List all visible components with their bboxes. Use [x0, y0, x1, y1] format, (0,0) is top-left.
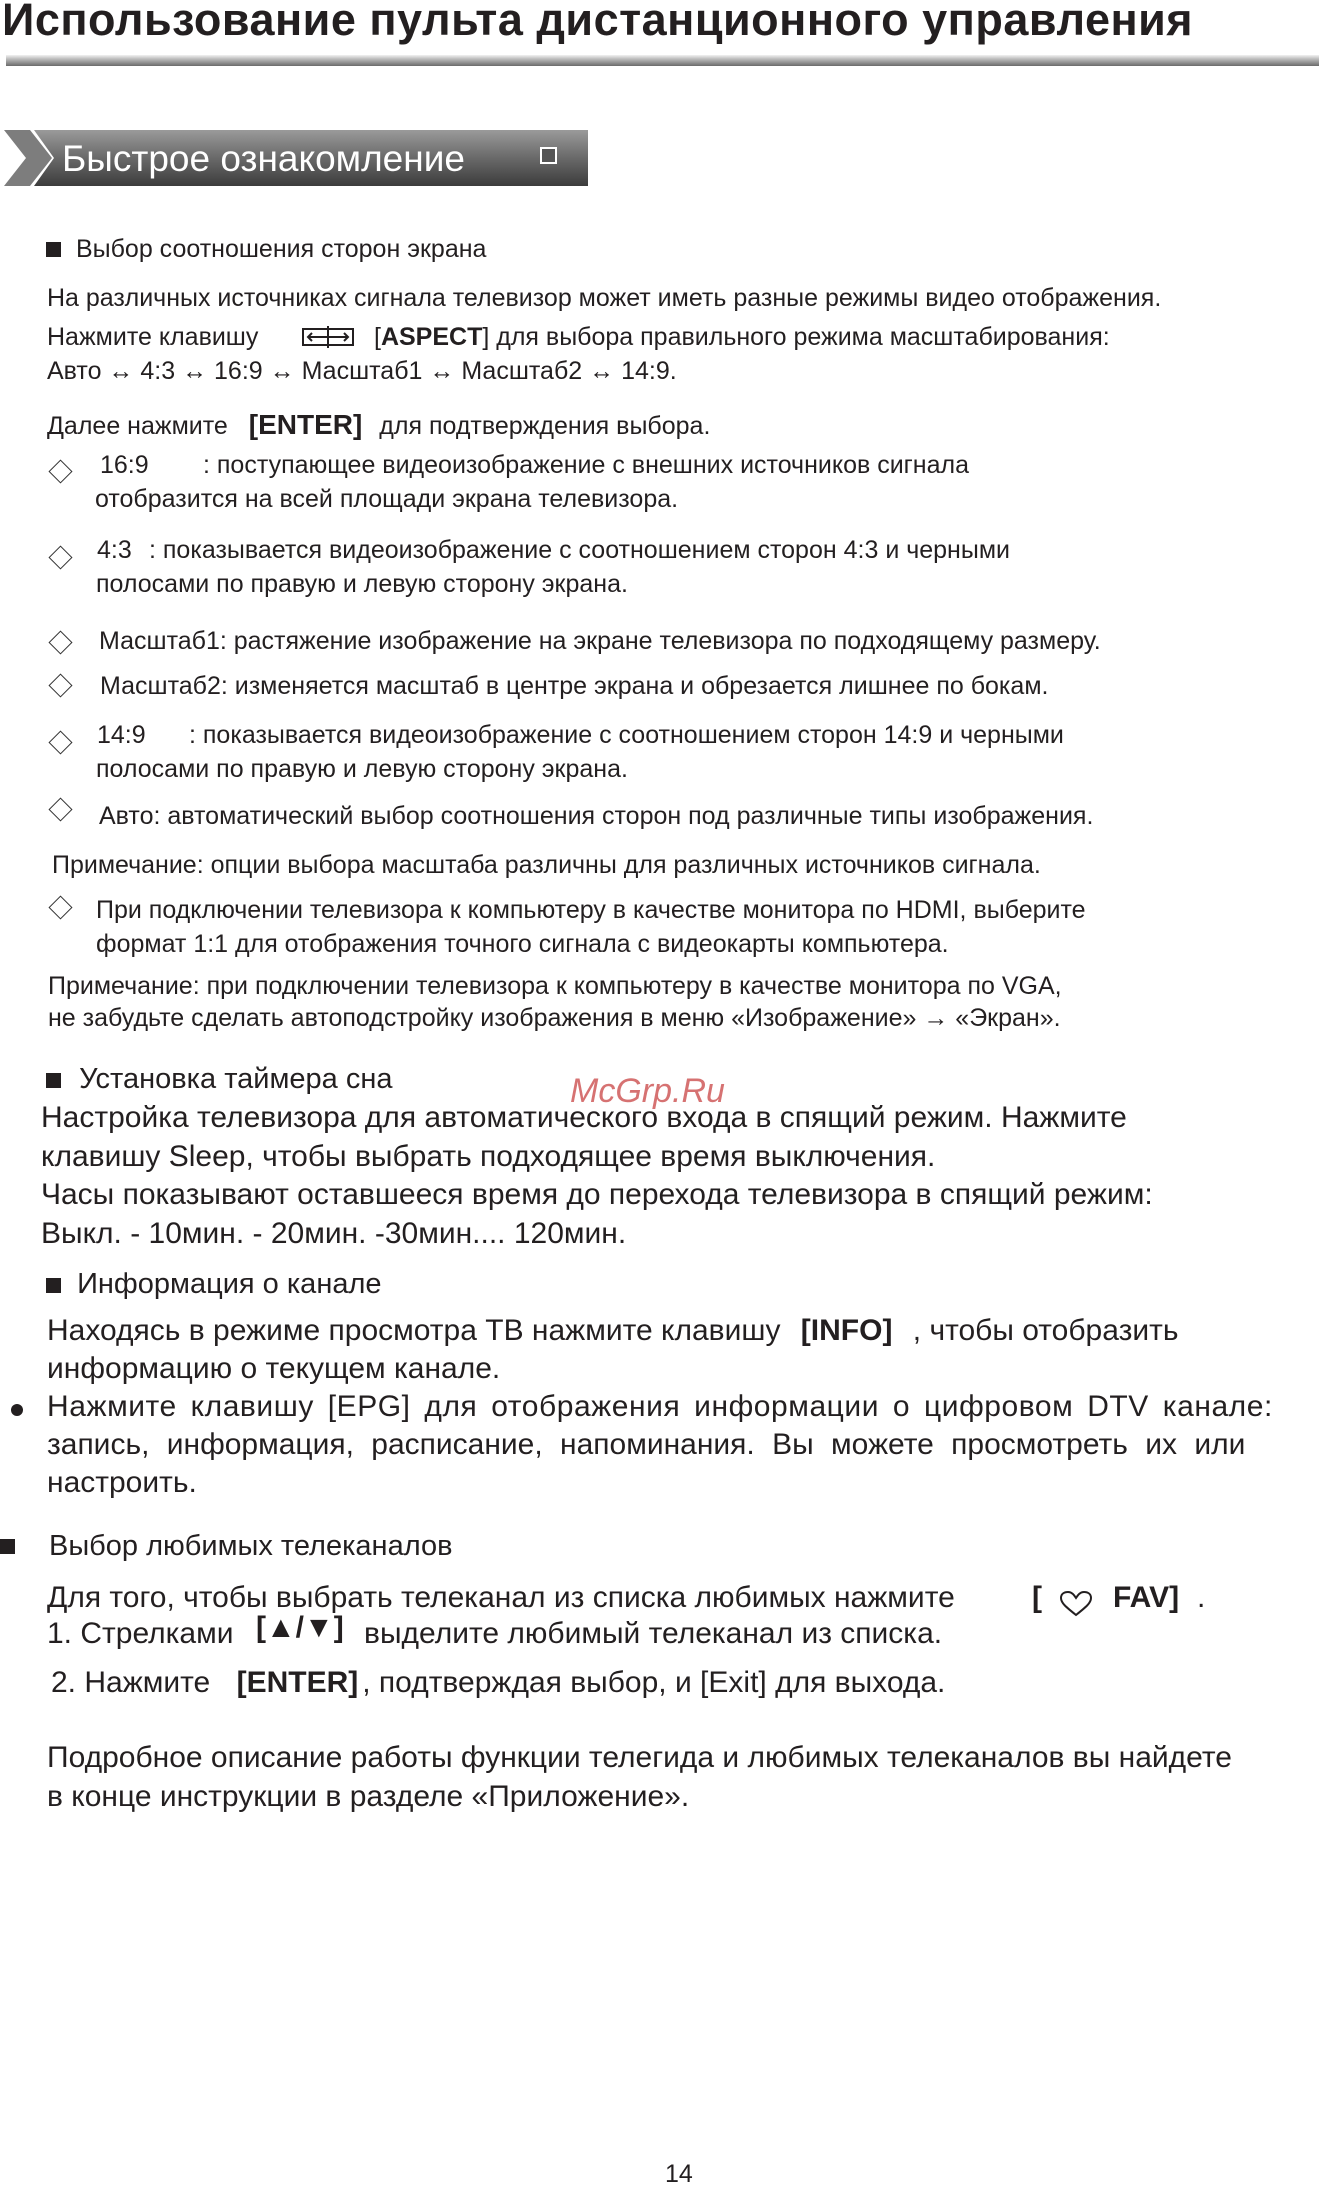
fav-line-1 [47, 1581, 955, 1615]
fav-line-1-prefix: Для того, чтобы выбрать телеканал из списка любимых нажмите [47, 1581, 955, 1614]
aspect-note-2-line-2: не забудьте сделать автоподстройку изображения в меню «Изображение» → «Экран». [48, 1004, 1061, 1032]
option-169-label: 16:9 [100, 451, 149, 479]
aspect-sequence: Авто ↔ 4:3 ↔ 16:9 ↔ Масштаб1 ↔ Масштаб2 ↔ 14:9. [47, 357, 677, 385]
aspect-heading [46, 235, 486, 264]
diamond-bullet-icon [48, 459, 72, 483]
enter-key-label: [ENTER] [236, 1666, 359, 1699]
section-banner-title: Быстрое ознакомление [62, 138, 465, 179]
heart-icon [1058, 1590, 1094, 1618]
diamond-bullet-icon [48, 895, 72, 919]
fav-heading: Выбор любимых телеканалов [49, 1530, 453, 1562]
page-title: Использование пульта дистанционного управления [2, 0, 1194, 45]
aspect-intro: На различных источниках сигнала телевизор может иметь разные режимы видео отображения. [47, 284, 1162, 312]
aspect-press-prefix: Нажмите клавишу [47, 323, 259, 351]
aspect-press-line [47, 323, 258, 352]
option-149-text-2: полосами по правую и левую сторону экрана. [96, 755, 628, 783]
sleep-heading-text: Установка таймера сна [79, 1063, 393, 1095]
aspect-key-icon [302, 326, 354, 348]
diamond-bullet-icon [48, 730, 72, 754]
hdmi-text-2: формат 1:1 для отображения точного сигнала с видеокарты компьютера. [96, 930, 949, 958]
epg-line-3: настроить. [47, 1466, 197, 1499]
aspect-bracket: [ [374, 323, 381, 351]
aspect-press-key-line [374, 323, 1110, 352]
sleep-heading [46, 1063, 393, 1096]
enter-key-label: [ENTER] [248, 409, 363, 440]
aspect-heading-text: Выбор соотношения сторон экрана [75, 235, 487, 263]
arrows-key-label: [▲/▼] [256, 1611, 344, 1644]
diamond-bullet-icon [48, 630, 72, 654]
fav-more-line-1: Подробное описание работы функции телегида и любимых телеканалов вы найдете [47, 1741, 1232, 1774]
fav-step-1-prefix: 1. Стрелками [47, 1617, 234, 1650]
epg-line-1: Нажмите клавишу [EPG] для отображения информации о цифровом DTV канале: [47, 1390, 1273, 1423]
aspect-press-suffix: ] для выбора правильного режима масштабирования: [482, 323, 1110, 351]
sleep-line-2: клавишу Sleep, чтобы выбрать подходящее время выключения. [41, 1140, 936, 1173]
aspect-key-label: ASPECT [380, 323, 483, 351]
fav-step-2-prefix: 2. Нажмите [51, 1666, 211, 1699]
option-149-label: 14:9 [97, 721, 146, 749]
round-bullet-icon [11, 1404, 23, 1416]
sleep-line-1: Настройка телевизора для автоматического входа в спящий режим. Нажмите [41, 1101, 1127, 1134]
info-heading [46, 1268, 382, 1301]
option-169-text-2: отобразится на всей площади экрана телевизора. [95, 485, 679, 513]
fav-bracket: [ [1032, 1581, 1042, 1614]
square-bullet-icon [46, 242, 61, 257]
aspect-note-1: Примечание: опции выбора масштаба различны для различных источников сигнала. [52, 851, 1041, 879]
option-169-text-1: : поступающее видеоизображение с внешних источников сигнала [203, 451, 969, 479]
square-bullet-icon [46, 1073, 61, 1088]
info-line-2: информацию о текущем канале. [47, 1352, 501, 1385]
banner-square-icon [540, 147, 557, 164]
fav-key-label: FAV] [1113, 1581, 1180, 1614]
epg-line-2: запись, информация, расписание, напоминания. Вы можете просмотреть их или [47, 1428, 1246, 1461]
title-divider [6, 55, 1319, 66]
info-line-1-suffix: , чтобы отобразить [912, 1314, 1179, 1347]
option-zoom2: Масштаб2: изменяется масштаб в центре экрана и обрезается лишнее по бокам. [100, 672, 1049, 700]
fav-more-line-2: в конце инструкции в разделе «Приложение». [47, 1780, 690, 1813]
watermark: McGrp.Ru [570, 1072, 725, 1110]
fav-step-1-suffix: выделите любимый телеканал из списка. [364, 1617, 943, 1650]
sleep-line-4: Выкл. - 10мин. - 20мин. -30мин.... 120мин. [41, 1217, 627, 1250]
fav-step-1 [47, 1617, 234, 1651]
aspect-then-prefix: Далее нажмите [47, 412, 228, 440]
info-line-1 [47, 1314, 1178, 1348]
option-43-text-2: полосами по правую и левую сторону экрана. [96, 570, 628, 598]
info-line-1-prefix: Находясь в режиме просмотра ТВ нажмите клавишу [47, 1314, 781, 1347]
sleep-line-3: Часы показывают оставшееся время до перехода телевизора в спящий режим: [41, 1178, 1153, 1211]
option-zoom1: Масштаб1: растяжение изображение на экране телевизора по подходящему размеру. [99, 627, 1101, 655]
fav-line-1-end: . [1197, 1581, 1206, 1614]
option-43-label: 4:3 [97, 536, 132, 564]
option-auto: Авто: автоматический выбор соотношения сторон под различные типы изображения. [99, 802, 1094, 830]
diamond-bullet-icon [48, 797, 72, 821]
option-149-text-1: : показывается видеоизображение с соотношением сторон 14:9 и черными [189, 721, 1064, 749]
diamond-bullet-icon [48, 673, 72, 697]
hdmi-text-1: При подключении телевизора к компьютеру в качестве монитора по HDMI, выберите [96, 896, 1086, 924]
diamond-bullet-icon [48, 545, 72, 569]
option-43-text-1: : показывается видеоизображение с соотношением сторон 4:3 и черными [149, 536, 1010, 564]
aspect-then-line [47, 409, 710, 441]
square-bullet-icon [46, 1278, 61, 1293]
fav-step-2-suffix: , подтверждая выбор, и [Exit] для выхода. [362, 1666, 946, 1699]
info-heading-text: Информация о канале [77, 1268, 382, 1300]
aspect-then-suffix: для подтверждения выбора. [379, 412, 711, 440]
page-number: 14 [665, 2160, 693, 2188]
fav-step-2 [51, 1666, 945, 1700]
square-bullet-icon [0, 1539, 15, 1554]
section-banner [4, 130, 588, 186]
info-key-label: [INFO] [800, 1314, 893, 1347]
aspect-note-2-line-1: Примечание: при подключении телевизора к компьютеру в качестве монитора по VGA, [48, 972, 1062, 1000]
